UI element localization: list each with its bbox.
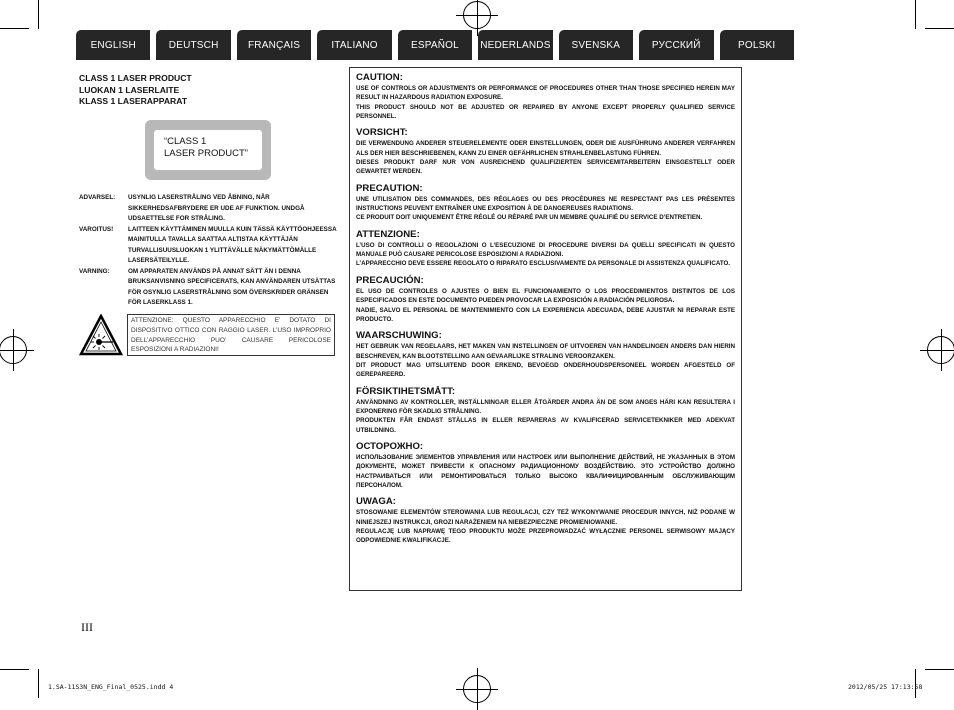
- tab-deutsch[interactable]: [156, 30, 230, 60]
- section-paragraph: UNE UTILISATION DES COMMANDES, DES RÉGLAGES OU DES PROCÉDURES NE RESPECTANT PAS LES PRÉSENTES INSTRUCTIONS PEUVENT ENTRAÎNER UNE EXPOSITION À DE DANGEREUSES RADIATIONS.: [356, 195, 735, 213]
- tab-label: ITALIANO: [331, 39, 378, 51]
- tab-label: NEDERLANDS: [480, 39, 551, 51]
- section-caution-fr: [356, 183, 735, 223]
- class-1-heading: [79, 73, 192, 108]
- heading-line: CLASS 1 LASER PRODUCT: [79, 73, 192, 83]
- tab-label: DEUTSCH: [168, 39, 219, 51]
- tab-francais[interactable]: [237, 30, 311, 60]
- section-paragraph: PRODUKTEN FÅR ENDAST STÄLLAS IN ELLER REPARERAS AV KVALIFICERAD SERVICETEKNIKER MED ADEKVAT UTBILDNING.: [356, 417, 735, 434]
- section-title: PRECAUTION:: [356, 182, 423, 194]
- warning-text: USYNLIG LASERSTRÅLING VED ÅBNING, NÅR SIKKERHEDSAFBRYDERE ER UDE AF FUNKTION. UNDGÅ UDSAETTELSE FOR STRÅLING.: [128, 194, 305, 222]
- section-paragraph: EL USO DE CONTROLES O AJUSTES O BIEN EL FUNCIONAMIENTO O LOS PROCEDIMIENTOS DISTINTOS DE LOS ESPECIFICADOS EN ESTE DOCUMENTO PUEDEN PROVOCAR LA EXPOSICIÓN A RADIACIÓN PELIGROSA.: [356, 287, 735, 305]
- tab-label: ENGLISH: [90, 39, 136, 51]
- crop-mark: [38, 669, 39, 698]
- language-tabs: [76, 30, 794, 60]
- section-paragraph: ANVÄNDNING AV KONTROLLER, INSTÄLLNINGAR ELLER ÅTGÄRDER ANDRA ÄN DE SOM ANGES HÄRI KAN RESULTERA I EXPONERING FÖR SKADLIG STRÅLNING.: [356, 398, 735, 415]
- section-paragraph: NADIE, SALVO EL PERSONAL DE MANTENIMIENTO CON LA EXPERIENCIA ADECUADA, DEBE AJUSTAR NI REPARAR ESTE PRODUCTO.: [356, 306, 735, 323]
- class-1-label: [145, 120, 271, 180]
- heading-line: LUOKAN 1 LASERLAITE: [79, 84, 180, 95]
- section-caution-en: [356, 72, 735, 121]
- crop-mark: [915, 0, 916, 29]
- section-paragraph: CE PRODUIT DOIT UNIQUEMENT ÊTRE RÉGLÉ OU RÉPARÉ PAR UN MEMBRE QUALIFIÉ DU SERVICE D’ENTRETIEN.: [356, 214, 703, 222]
- section-title: UWAGA:: [356, 496, 396, 508]
- page-number: III: [81, 620, 93, 634]
- class-1-label-inner: [154, 130, 262, 170]
- crop-mark: [925, 669, 954, 670]
- section-title: PRECAUCIÓN:: [356, 274, 424, 286]
- label-line: “CLASS 1: [164, 136, 207, 147]
- registration-mark-left: [0, 336, 27, 364]
- registration-mark-right: [927, 336, 954, 364]
- crop-mark: [38, 0, 39, 29]
- tab-label: ESPAÑOL: [411, 39, 459, 51]
- registration-mark-bottom: [463, 675, 491, 703]
- section-caution-sv: [356, 386, 735, 435]
- tab-russian[interactable]: [639, 30, 713, 60]
- footer-file-info: 1.SA-11S3N_ENG_Final_0525.indd 4: [48, 683, 174, 691]
- warning-text: LAITTEEN KÄYTTÄMINEN MUULLA KUIN TÄSSÄ KÄYTTÖOHJEESSA MAINITULLA TAVALLA SAATTAA ALTISTAA KÄYTTÄJÄN TURVALLISUUSLUOKAN 1 YLITTÄVÄLLE NÄKYMÄTTÖMÄLLE LASERSÄTEILYLLE.: [128, 225, 337, 264]
- section-title: FÖRSIKTIHETSMÅTT:: [356, 385, 456, 397]
- tab-label: POLSKI: [738, 39, 776, 51]
- section-paragraph: ИСПОЛЬЗОВАНИЕ ЭЛЕМЕНТОВ УПРАВЛЕНИЯ ИЛИ НАСТРОЕК ИЛИ ВЫПОЛНЕНИЕ ДЕЙСТВИЙ, НЕ УКАЗАННЫХ В ЭТОМ ДОКУМЕНТЕ, МОЖЕТ ПРИВЕСТИ К ОПАСНОМУ РАДИАЦИОННОМУ ВОЗДЕЙСТВИЮ. ЭТО УСТРОЙСТВО ДОЛЖНО НАСТРАИВАТЬСЯ ИЛИ РЕМОНТИРОВАТЬСЯ ТОЛЬКО ВЫСОКО КВАЛИФИЦИРОВАННЫМ ОБСЛУЖИВАЮЩИМ ПЕРСОНАЛОМ.: [356, 454, 735, 489]
- section-paragraph: DIESES PRODUKT DARF NUR VON AUSREICHEND QUALIFIZIERTEN SERVICEMITARBEITERN EINSGESTELLT ODER GEWARTET WERDEN.: [356, 158, 735, 176]
- caution-box: [349, 67, 742, 591]
- warning-key: VARNING:: [79, 267, 110, 275]
- tab-italiano[interactable]: [317, 30, 391, 60]
- laser-warning-block: [79, 314, 337, 358]
- tab-label: FRANÇAIS: [248, 39, 301, 51]
- label-line: LASER PRODUCT”: [164, 148, 248, 159]
- tab-label: SVENSKA: [571, 39, 621, 51]
- crop-mark: [925, 28, 954, 29]
- tab-espanol[interactable]: [398, 30, 472, 60]
- heading-line: KLASS 1 LASERAPPARAT: [79, 96, 188, 106]
- warning-key: VAROITUS!: [79, 225, 114, 233]
- section-paragraph: REGULACJĘ LUB NAPRAWĘ TEGO PRODUKTU MOŻE PRZEPROWADZAĆ WYŁĄCZNIE PERSONEL SERWISOWY MAJĄCY ODPOWIEDNIE KWALIFIKACJE.: [356, 528, 735, 545]
- section-paragraph: THIS PRODUCT SHOULD NOT BE ADJUSTED OR REPAIRED BY ANYONE EXCEPT PROPERLY QUALIFIED SERVICE PERSONNEL.: [356, 103, 735, 120]
- warning-row: [79, 267, 339, 309]
- tab-svenska[interactable]: [559, 30, 633, 60]
- section-paragraph: HET GEBRUIK VAN REGELAARS, HET MAKEN VAN INSTELLINGEN OF UITVOEREN VAN HANDELINGEN ANDERS DAN HIERIN BESCHREVEN, KAN BLOOTSTELLING AAN GEVAARLIJKE STRALING VEROORZAKEN.: [356, 343, 735, 360]
- section-title: CAUTION:: [356, 72, 403, 83]
- tab-polski[interactable]: [720, 30, 794, 60]
- crop-mark: [0, 669, 29, 670]
- section-title: VORSICHT:: [356, 127, 408, 139]
- section-title: ОСТОРОЖНО:: [356, 441, 424, 453]
- section-paragraph: USE OF CONTROLS OR ADJUSTMENTS OR PERFORMANCE OF PROCEDURES OTHER THAN THOSE SPECIFIED HEREIN MAY RESULT IN HAZARDOUS RADIATION EXPOSURE.: [356, 85, 735, 102]
- section-paragraph: L’USO DI CONTROLLI O REGOLAZIONI O L’ESECUZIONE DI PROCEDURE DIVERSI DA QUELLI SPECIFICATI IN QUESTO MANUALE PUÒ CAUSARE PERICOLOSE ESPOSIZIONI A RADIAZIONI.: [356, 241, 735, 259]
- nordic-warnings: [79, 193, 339, 309]
- section-caution-pl: [356, 496, 735, 545]
- section-caution-es: [356, 275, 735, 324]
- tab-label: РУССКИЙ: [651, 39, 701, 51]
- section-title: ATTENZIONE:: [356, 228, 420, 240]
- section-title: WAARSCHUWING:: [356, 330, 442, 342]
- crop-mark: [0, 28, 29, 29]
- section-caution-ru: [356, 441, 735, 490]
- footer-timestamp: 2012/05/25 17:13:58: [848, 683, 923, 691]
- warning-text: OM APPARATEN ANVÄNDS PÅ ANNAT SÄTT ÄN I DENNA BRUKSANVISNING SPECIFICERATS, KAN ANVÄNDAREN UTSÄTTAS FÖR OSYNLIG LASERSTRÅLNING SOM ÖVERSKRIDER GRÄNSEN FÖR LASERKLASS 1.: [128, 267, 336, 306]
- warning-row: [79, 193, 339, 225]
- section-caution-nl: [356, 330, 735, 379]
- laser-hazard-icon: [79, 314, 123, 356]
- section-paragraph: STOSOWANIE ELEMENTÓW STEROWANIA LUB REGULACJI, CZY TEŻ WYKONYWANIE PROCEDUR INNYCH, NIŻ PODANE W NINIEJSZEJ INSTRUKCJI, GROZI NARAŻENIEM NA NIEBEZPIECZNE PROMIENIOWANIE.: [356, 509, 735, 526]
- section-paragraph: L’APPARECCHIO DEVE ESSERE REGOLATO O RIPARATO ESCLUSIVAMENTE DA PERSONALE DI ASSISTENZA QUALIFICATO.: [356, 260, 731, 268]
- warning-row: [79, 225, 339, 267]
- tab-english[interactable]: [76, 30, 150, 60]
- tab-nederlands[interactable]: [478, 30, 552, 60]
- section-paragraph: DIT PRODUCT MAG UITSLUITEND DOOR ERKEND, BEVOEGD ONDERHOUDSPERSONEEL WORDEN AFGESTELD OF GEREPAREERD.: [356, 361, 735, 379]
- warning-key: ADVARSEL:: [79, 194, 116, 201]
- laser-warning-text: ATTENZIONE: QUESTO APPARECCHIO E’ DOTATO DI DISPOSITIVO OTTICO CON RAGGIO LASER. L’USO IMPROPRIO DELL’APPARECCHIO PUO’ CAUSARE PERICOLOSE ESPOSIZIONI A RADIAZIONI!: [127, 314, 335, 356]
- section-caution-it: [356, 229, 735, 269]
- registration-mark-top: [463, 1, 491, 29]
- section-caution-de: [356, 127, 735, 176]
- section-paragraph: DIE VERWENDUNG ANDERER STEUERELEMENTE ODER EINSTELLUNGEN, ODER DIE AUSFÜHRUNG ANDERER VERFAHREN ALS DER HIER BESCHRIEBENEN, KANN ZU EINER GEFÄHRLICHEN STRAHLENBELASTUNG FÜHREN.: [356, 140, 735, 157]
